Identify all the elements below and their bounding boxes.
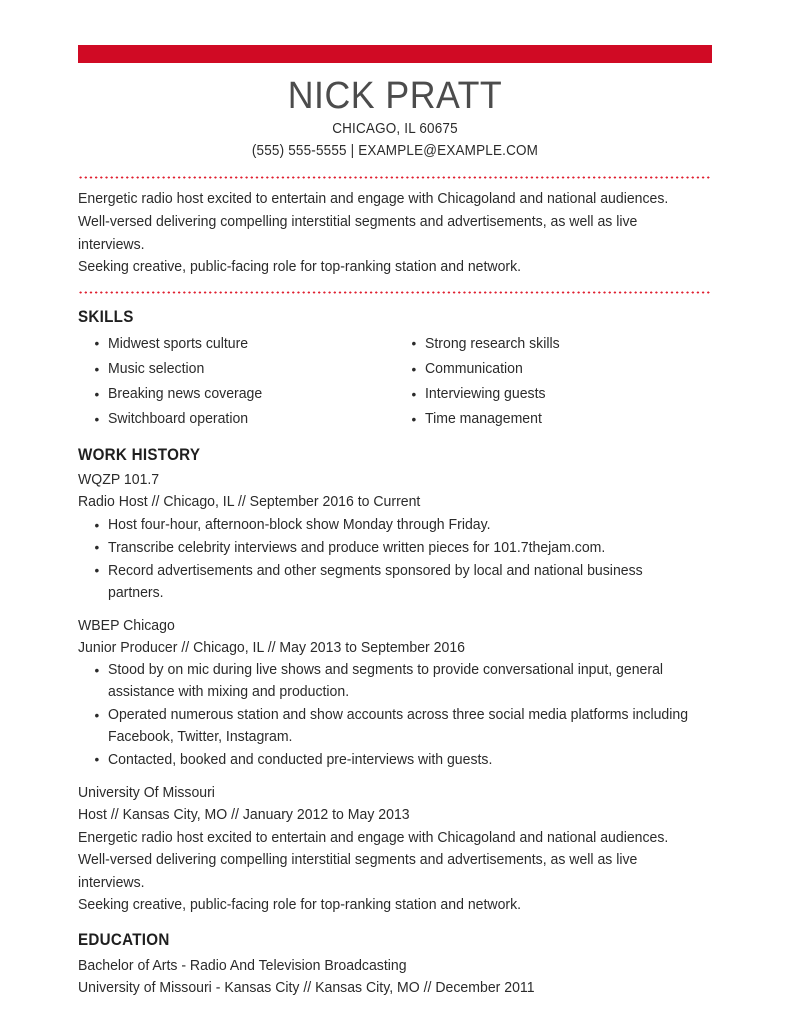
education-heading: EDUCATION: [78, 931, 170, 950]
candidate-name: NICK PRATT: [287, 75, 503, 117]
skills-grid: [78, 332, 712, 432]
list-item: • Transcribe celebrity interviews and produce written pieces for 101.7thejam.com.: [108, 538, 691, 560]
accent-bar: [78, 45, 712, 63]
divider-bottom: [78, 291, 712, 294]
job-entry: [78, 470, 712, 604]
list-item: • Stood by on mic during live shows and segments to provide conversational input, general assistance with mixing and production.: [108, 660, 691, 704]
list-item: • Operated numerous station and show accounts across three social media platforms including Facebook, Twitter, Instagram.: [108, 705, 691, 749]
resume-header: [78, 63, 712, 162]
job-paragraph: Energetic radio host excited to entertain and engage with Chicagoland and national audiences.: [78, 829, 669, 846]
education-meta: University of Missouri - Kansas City // Kansas City, MO // December 2011: [78, 980, 535, 997]
skills-column-right: [395, 332, 712, 432]
list-item: • Midwest sports culture: [108, 332, 385, 357]
summary-line: Well-versed delivering compelling interstitial segments and advertisements, as well as live interviews.: [78, 214, 638, 253]
list-item: • Time management: [425, 407, 702, 432]
education-entry: [78, 955, 712, 999]
list-item: • Record advertisements and other segments sponsored by local and national business partners.: [108, 561, 691, 605]
list-item: • Contacted, booked and conducted pre-interviews with guests.: [108, 750, 691, 772]
candidate-location: CHICAGO, IL 60675: [332, 120, 458, 137]
list-item: • Communication: [425, 357, 702, 382]
summary-line: Seeking creative, public-facing role for top-ranking station and network.: [78, 259, 522, 276]
list-item: • Music selection: [108, 357, 385, 382]
candidate-contact: (555) 555-5555 | EXAMPLE@EXAMPLE.COM: [251, 143, 539, 160]
list-item: • Breaking news coverage: [108, 382, 385, 407]
job-meta: Host // Kansas City, MO // January 2012 to May 2013: [78, 806, 410, 823]
list-item: • Host four-hour, afternoon-block show Monday through Friday.: [108, 515, 691, 537]
skills-heading: SKILLS: [78, 307, 134, 326]
job-meta: Radio Host // Chicago, IL // September 2016 to Current: [78, 494, 421, 511]
job-bullet-list: [78, 660, 712, 771]
resume-content: [78, 0, 712, 999]
section-education: [78, 931, 712, 999]
skills-column-left: [78, 332, 395, 432]
summary-line: Energetic radio host excited to entertain and engage with Chicagoland and national audiences.: [78, 191, 669, 208]
job-organization: University Of Missouri: [78, 784, 215, 801]
professional-summary: [78, 179, 712, 278]
education-degree: Bachelor of Arts - Radio And Television Broadcasting: [78, 958, 407, 975]
job-organization: WQZP 101.7: [78, 472, 160, 489]
job-bullet-list: [78, 515, 712, 605]
job-organization: WBEP Chicago: [78, 617, 175, 634]
job-meta: Junior Producer // Chicago, IL // May 2013 to September 2016: [78, 639, 465, 656]
work-history-heading: WORK HISTORY: [78, 446, 201, 465]
section-work-history: [78, 446, 712, 917]
job-entry: [78, 616, 712, 772]
list-item: • Interviewing guests: [425, 382, 702, 407]
list-item: • Strong research skills: [425, 332, 702, 357]
list-item: • Switchboard operation: [108, 407, 385, 432]
job-paragraph: Seeking creative, public-facing role for top-ranking station and network.: [78, 897, 522, 914]
job-entry: [78, 783, 712, 917]
job-paragraph: Well-versed delivering compelling interstitial segments and advertisements, as well as live interviews.: [78, 852, 638, 891]
section-skills: [78, 308, 712, 432]
